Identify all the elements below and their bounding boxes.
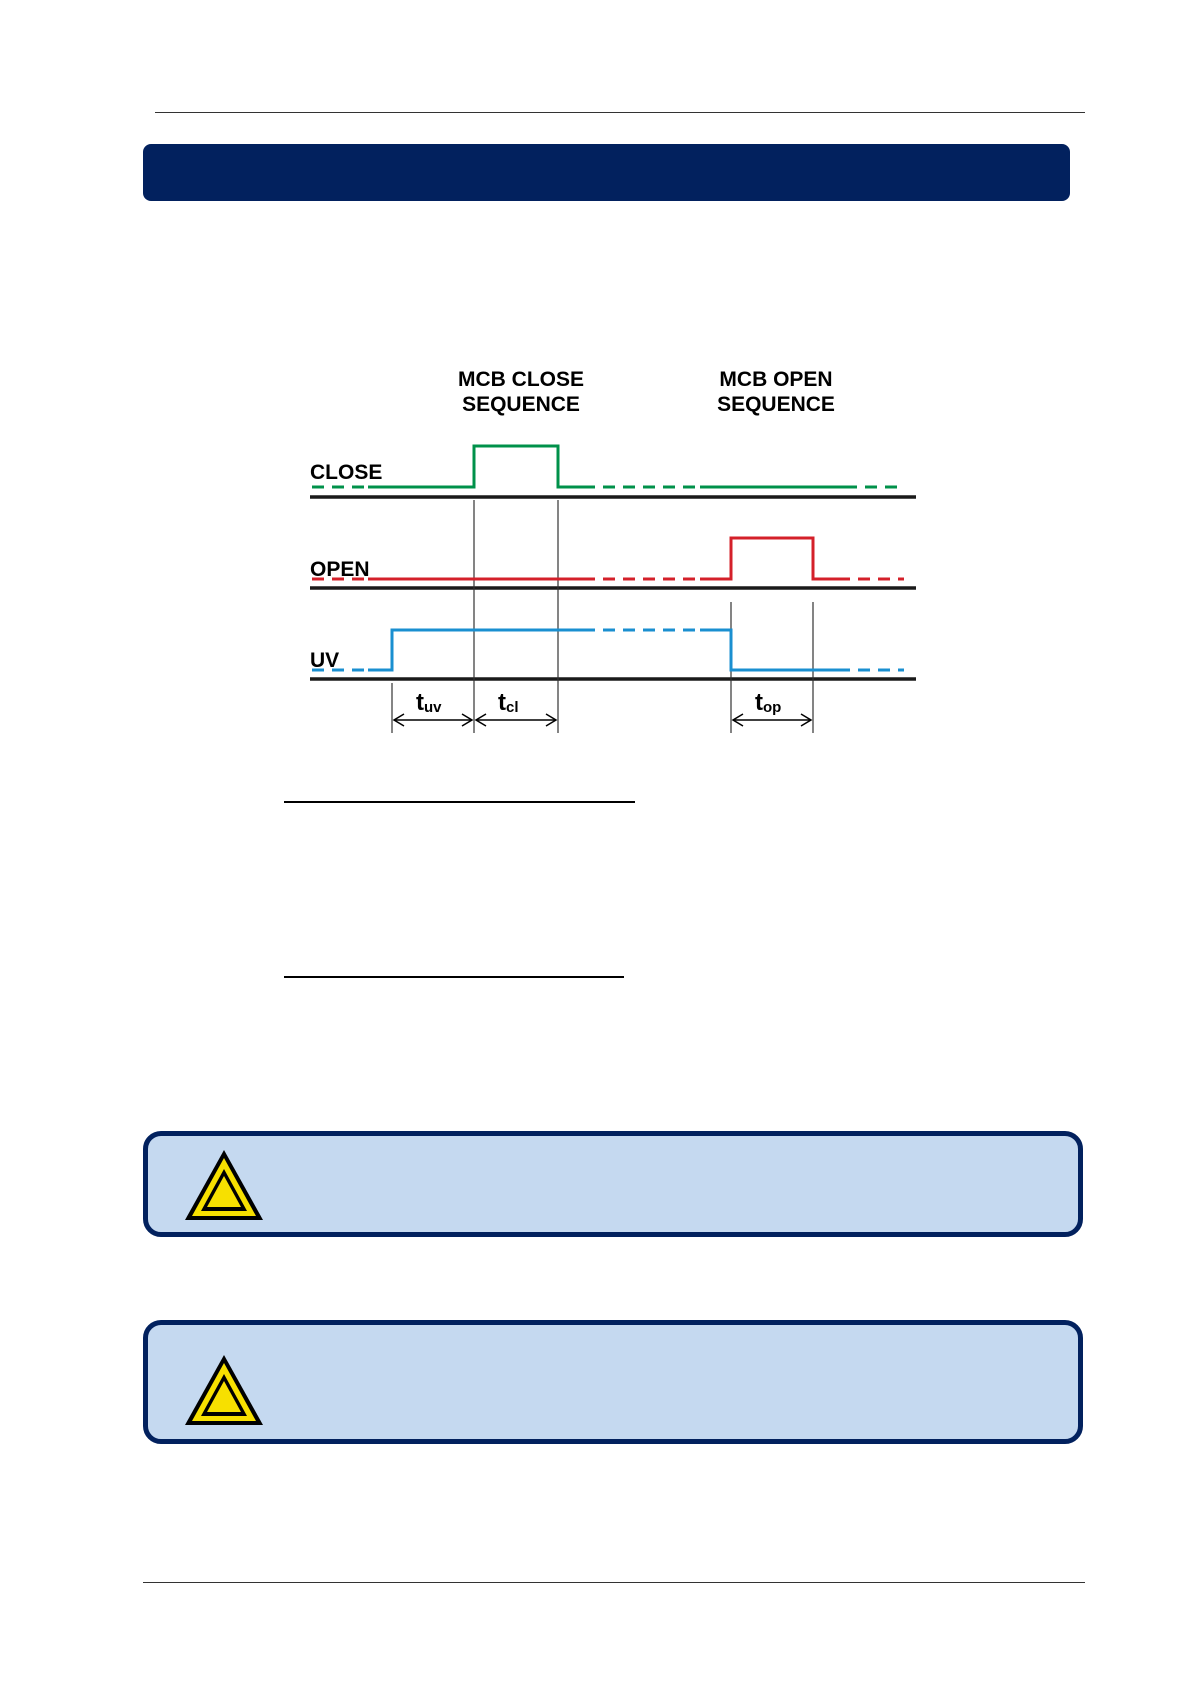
section-header-bar xyxy=(143,144,1070,201)
open-sequence-heading-line1: MCB OPEN xyxy=(719,368,833,391)
warning-triangle-icon xyxy=(182,1352,266,1428)
warning-box-1 xyxy=(143,1131,1083,1237)
subheading-underline-1 xyxy=(284,801,635,803)
tcl-label: tcl xyxy=(498,689,519,716)
open-signal-label: OPEN xyxy=(310,558,370,581)
open-waveform xyxy=(312,538,904,579)
uv-signal-label: UV xyxy=(310,649,340,672)
subheading-underline-2 xyxy=(284,976,624,978)
open-sequence-heading-line2: SEQUENCE xyxy=(717,393,835,416)
close-sequence-heading-line1: MCB CLOSE xyxy=(458,368,584,391)
close-waveform xyxy=(312,446,904,487)
warning-box-2 xyxy=(143,1320,1083,1444)
uv-waveform xyxy=(312,630,904,670)
tuv-label: tuv xyxy=(416,689,442,716)
top-rule xyxy=(155,112,1085,113)
close-sequence-heading-line2: SEQUENCE xyxy=(462,393,580,416)
close-signal-label: CLOSE xyxy=(310,461,383,484)
top-label: top xyxy=(755,689,782,716)
timing-diagram xyxy=(300,365,940,745)
bottom-rule xyxy=(143,1582,1085,1583)
warning-triangle-icon xyxy=(182,1147,266,1223)
